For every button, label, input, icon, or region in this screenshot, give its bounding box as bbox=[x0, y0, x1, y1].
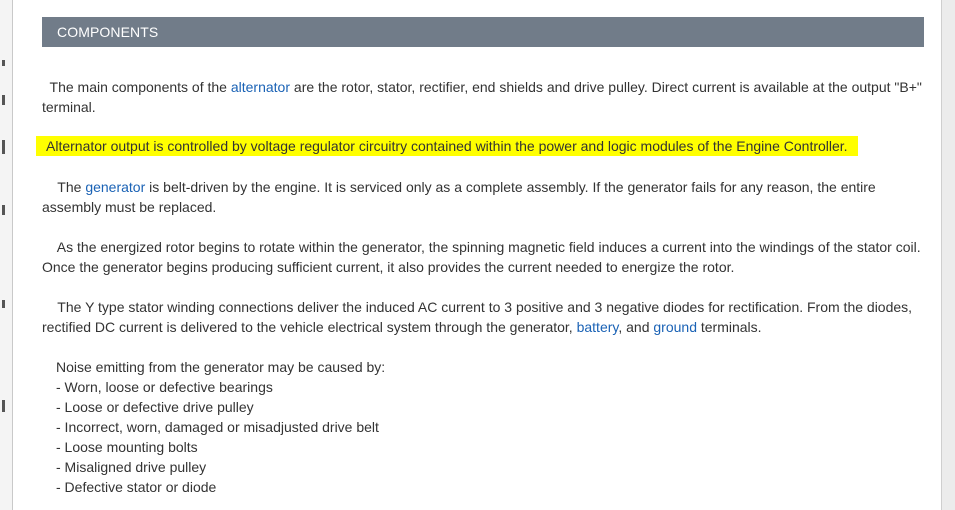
noise-intro: Noise emitting from the generator may be caused by: bbox=[56, 359, 386, 375]
right-scroll-gutter[interactable] bbox=[941, 0, 955, 510]
paragraph-text: The main components of the bbox=[42, 79, 231, 95]
edge-mark bbox=[2, 300, 5, 308]
section-title: COMPONENTS bbox=[57, 24, 159, 40]
paragraph-text: The bbox=[42, 179, 86, 195]
paragraph-text: is belt-driven by the engine. It is serviced only as a complete assembly. If the generator fails for any reason, the entire assembly must be replaced. bbox=[42, 179, 876, 215]
battery-link[interactable]: battery bbox=[576, 319, 619, 335]
list-item: - Loose or defective drive pulley bbox=[56, 399, 254, 415]
edge-mark bbox=[2, 400, 5, 412]
list-item: - Loose mounting bolts bbox=[56, 439, 198, 455]
paragraph-text: are the rotor, stator, rectifier, end shields and drive pulley. Direct current is available at the output "B+" terminal. bbox=[42, 79, 922, 115]
list-item: - Incorrect, worn, damaged or misadjusted drive belt bbox=[56, 419, 379, 435]
edge-mark bbox=[2, 95, 5, 105]
edge-mark bbox=[2, 205, 5, 215]
list-item: - Worn, loose or defective bearings bbox=[56, 379, 273, 395]
edge-mark bbox=[2, 60, 5, 66]
paragraph-main-components bbox=[42, 77, 927, 117]
list-item: - Misaligned drive pulley bbox=[56, 459, 207, 475]
paragraph-rotor bbox=[42, 237, 927, 277]
highlighted-text: Alternator output is controlled by voltage regulator circuitry contained within the power and logic modules of the Engine Controller. bbox=[36, 136, 858, 156]
alternator-link[interactable]: alternator bbox=[230, 79, 291, 95]
paragraph-text: terminals. bbox=[696, 319, 762, 335]
left-window-edge bbox=[0, 0, 13, 510]
document-content bbox=[42, 17, 924, 495]
section-header bbox=[42, 17, 924, 47]
paragraph-text: , and bbox=[618, 319, 654, 335]
ground-link[interactable]: ground bbox=[653, 319, 697, 335]
generator-link[interactable]: generator bbox=[85, 179, 146, 195]
edge-mark bbox=[2, 140, 5, 154]
paragraph-text: The Y type stator winding connections deliver the induced AC current to 3 positive and 3 negative diodes for rectification. From the diodes, rectified DC current is delivered to the vehicle electrical system through the generator, bbox=[42, 299, 913, 335]
paragraph-text: As the energized rotor begins to rotate within the generator, the spinning magnetic field induces a current into the windings of the stator coil. Once the generator begins producing sufficient current, it also provides the current needed to energize the rotor. bbox=[42, 239, 921, 275]
highlighted-note bbox=[36, 136, 858, 156]
paragraph-stator bbox=[42, 297, 927, 337]
noise-causes-list bbox=[56, 377, 379, 497]
list-item: - Defective stator or diode bbox=[56, 479, 217, 495]
paragraph-generator bbox=[42, 177, 927, 217]
